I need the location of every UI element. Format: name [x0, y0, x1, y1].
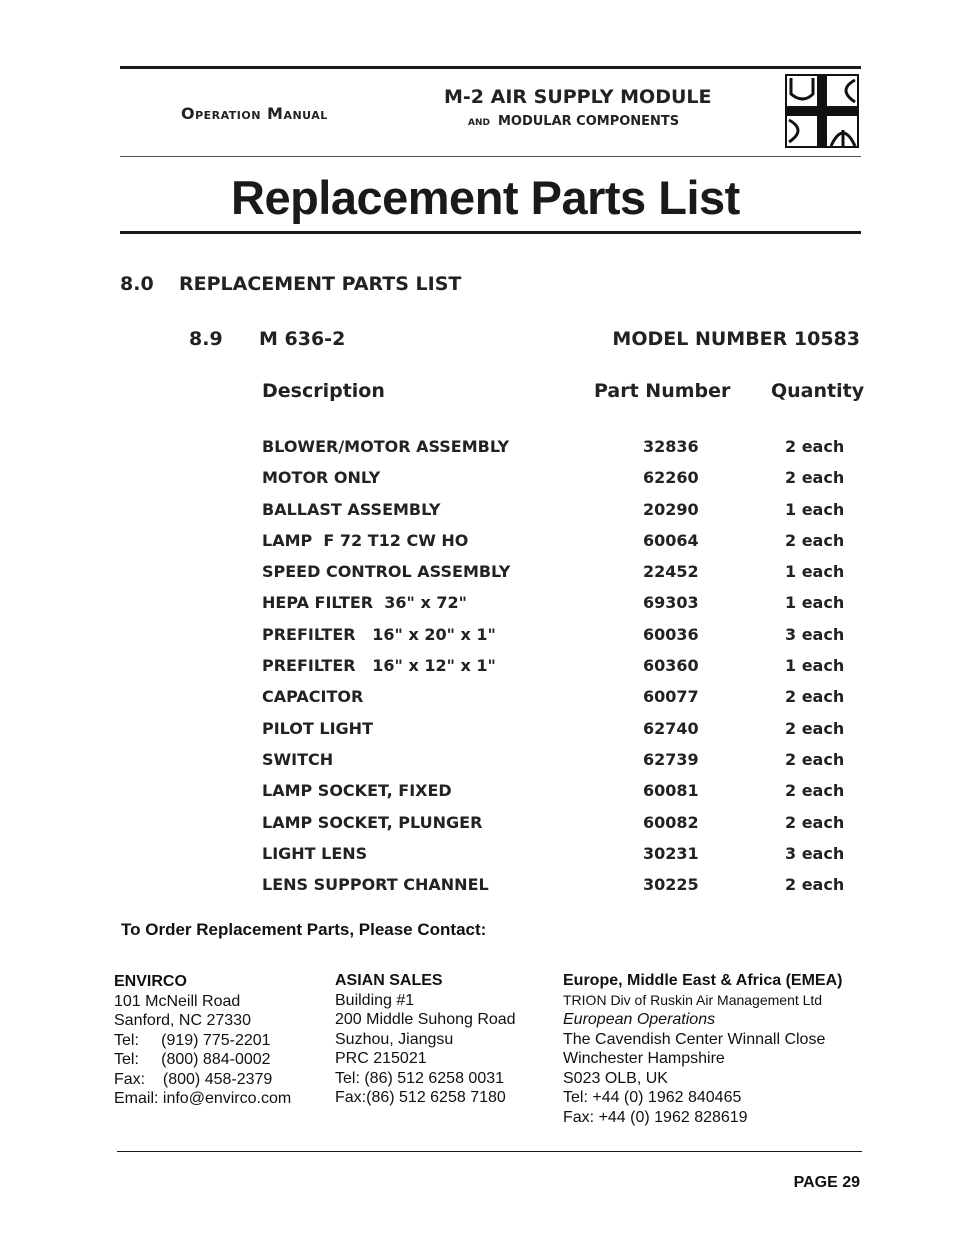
part-quantity: 1 each — [785, 499, 845, 519]
title-rule — [120, 231, 861, 234]
part-description: PREFILTER 16" x 20" x 1" — [262, 624, 496, 644]
product-subtitle-and: AND — [468, 118, 490, 128]
page-title: Replacement Parts List — [231, 171, 740, 224]
contact-line: S023 OLB, UK — [563, 1069, 668, 1087]
contact-line: Sanford, NC 27330 — [114, 1012, 251, 1029]
part-description: MOTOR ONLY — [262, 468, 381, 488]
part-quantity: 2 each — [785, 875, 845, 895]
contact-name: ENVIRCO — [114, 973, 187, 990]
part-quantity: 2 each — [785, 812, 845, 832]
contact-envirco — [114, 972, 291, 1109]
model-number: MODEL NUMBER 10583 — [612, 328, 860, 350]
header-bottom-rule — [120, 156, 861, 157]
column-header-quantity: Quantity — [771, 380, 865, 402]
subsection-title: M 636-2 — [259, 328, 346, 350]
part-quantity: 1 each — [785, 656, 845, 676]
table-row — [0, 531, 954, 562]
contact-division: European Operations — [563, 1011, 716, 1028]
part-description: LAMP SOCKET, FIXED — [262, 781, 452, 801]
table-row — [0, 687, 954, 718]
part-number: 32836 — [643, 437, 699, 456]
table-row — [0, 562, 954, 593]
part-quantity: 1 each — [785, 593, 845, 613]
contact-name: ASIAN SALES — [335, 972, 443, 989]
contact-line: Building #1 — [335, 991, 415, 1009]
part-number: 62740 — [643, 718, 699, 738]
part-number: 62739 — [643, 749, 699, 769]
product-subtitle-text: MODULAR COMPONENTS — [497, 114, 680, 129]
product-title: M-2 AIR SUPPLY MODULE — [444, 86, 712, 108]
part-number: 22452 — [643, 562, 699, 582]
part-number: 60082 — [643, 812, 699, 832]
part-quantity: 2 each — [785, 687, 845, 707]
footer-rule — [117, 1151, 862, 1152]
part-description: LIGHT LENS — [262, 843, 368, 863]
contact-line: The Cavendish Center Winnall Close — [563, 1030, 826, 1048]
part-description: SWITCH — [262, 749, 334, 769]
contact-line: Fax:(86) 512 6258 7180 — [335, 1089, 506, 1106]
part-quantity: 2 each — [785, 468, 845, 488]
column-header-part-number: Part Number — [594, 380, 731, 402]
part-description: BALLAST ASSEMBLY — [262, 499, 441, 519]
contact-line: Tel: (800) 884-0002 — [114, 1051, 271, 1068]
table-row — [0, 719, 954, 750]
part-description: CAPACITOR — [262, 687, 364, 707]
part-quantity: 1 each — [785, 562, 845, 582]
contact-company: TRION Div of Ruskin Air Management Ltd — [563, 991, 823, 1008]
table-row — [0, 781, 954, 812]
table-row — [0, 593, 954, 624]
table-row — [0, 656, 954, 687]
part-quantity: 3 each — [785, 843, 845, 863]
contact-line: Tel: (919) 775-2201 — [114, 1031, 271, 1049]
contact-line: Fax: +44 (0) 1962 828619 — [563, 1108, 748, 1126]
order-heading: To Order Replacement Parts, Please Contact: — [121, 920, 487, 939]
part-number: 20290 — [643, 499, 699, 519]
section-title: REPLACEMENT PARTS LIST — [179, 273, 462, 295]
parts-table — [0, 437, 954, 906]
part-number: 60360 — [643, 656, 699, 676]
contact-line: 101 McNeill Road — [114, 992, 241, 1010]
table-row — [0, 813, 954, 844]
part-description: PILOT LIGHT — [262, 718, 373, 738]
contact-line: 200 Middle Suhong Road — [335, 1011, 516, 1028]
part-description: PREFILTER 16" x 12" x 1" — [262, 656, 496, 676]
section-number: 8.0 — [120, 273, 154, 295]
contact-line: Fax: (800) 458-2379 — [114, 1070, 273, 1088]
header-top-rule — [120, 66, 861, 69]
part-description: LENS SUPPORT CHANNEL — [262, 875, 489, 895]
contact-line: Tel: (86) 512 6258 0031 — [335, 1069, 505, 1087]
part-number: 60064 — [643, 530, 699, 550]
contact-name: Europe, Middle East & Africa (EMEA) — [563, 972, 843, 989]
part-quantity: 2 each — [785, 530, 845, 550]
part-number: 62260 — [643, 468, 699, 488]
part-description: LAMP SOCKET, PLUNGER — [262, 812, 483, 832]
contact-line: Tel: +44 (0) 1962 840465 — [563, 1089, 742, 1106]
part-quantity: 2 each — [785, 437, 845, 456]
manual-label: Operation Manual — [181, 104, 328, 123]
contact-asian-sales — [335, 971, 516, 1108]
page-number: PAGE 29 — [793, 1174, 860, 1191]
part-quantity: 3 each — [785, 624, 845, 644]
part-description: HEPA FILTER 36" x 72" — [262, 593, 467, 613]
part-quantity: 2 each — [785, 781, 845, 801]
part-number: 69303 — [643, 593, 699, 613]
table-row — [0, 625, 954, 656]
contact-line: Suzhou, Jiangsu — [335, 1030, 454, 1048]
table-row — [0, 844, 954, 875]
product-subtitle — [468, 114, 679, 129]
part-number: 30225 — [643, 875, 699, 895]
company-logo-icon — [785, 74, 859, 148]
contact-line: Winchester Hampshire — [563, 1050, 725, 1067]
part-number: 60077 — [643, 687, 699, 707]
part-description: LAMP F 72 T12 CW HO — [262, 530, 469, 550]
table-row — [0, 437, 954, 468]
contact-emea — [563, 971, 842, 1127]
table-row — [0, 500, 954, 531]
contact-line: PRC 215021 — [335, 1050, 427, 1067]
table-row — [0, 750, 954, 781]
table-row — [0, 875, 954, 906]
table-row — [0, 468, 954, 499]
part-number: 60081 — [643, 781, 699, 801]
contact-email: Email: info@envirco.com — [114, 1090, 292, 1107]
part-quantity: 2 each — [785, 749, 845, 769]
part-number: 60036 — [643, 624, 699, 644]
part-quantity: 2 each — [785, 718, 845, 738]
part-description: SPEED CONTROL ASSEMBLY — [262, 562, 511, 582]
part-description: BLOWER/MOTOR ASSEMBLY — [262, 437, 510, 456]
part-number: 30231 — [643, 843, 699, 863]
subsection-number: 8.9 — [189, 328, 223, 350]
column-header-description: Description — [262, 380, 385, 402]
